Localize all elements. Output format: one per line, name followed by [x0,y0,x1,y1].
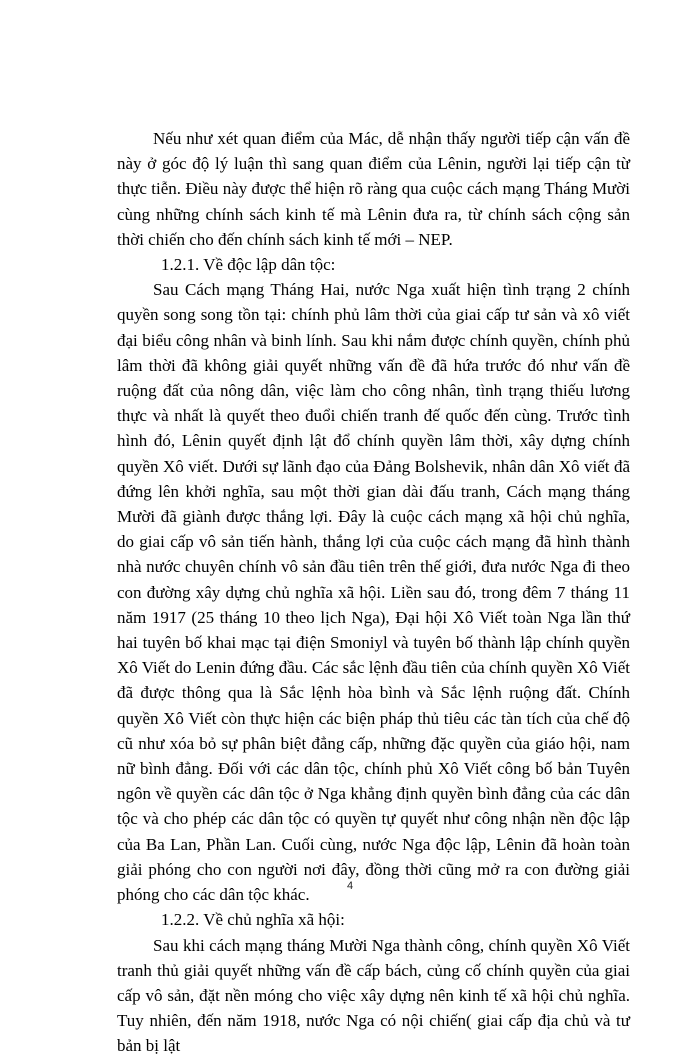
section-heading-independence: 1.2.1. Về độc lập dân tộc: [161,255,336,275]
document-body [117,126,630,1059]
socialism-paragraph: Sau khi cách mạng tháng Mười Nga thành công, chính quyền Xô Viết tranh thủ giải quyết những vấn đề cấp bách, củng cố chính quyền của giai cấp vô sản, đặt nền móng cho việc xây dựng nên kinh tế xã hội chủ nghĩa. Tuy nhiên, đến năm 1918, nước Nga có nội chiến( giai cấp địa chủ và tư bản bị lật [117,935,630,1056]
page-number: 4 [346,880,354,892]
section-heading-socialism: 1.2.2. Về chủ nghĩa xã hội: [161,910,345,930]
independence-paragraph: Sau Cách mạng Tháng Hai, nước Nga xuất hiện tình trạng 2 chính quyền song song tồn tại: chính phủ lâm thời của giai cấp tư sản và xô viết đại biểu công nhân và binh lính. Sau khi nắm được chính quyền, chính phủ lâm thời đã không giải quyết những vấn đề đã hứa trước đó như vấn đề ruộng đất của nông dân, việc làm cho công nhân, tình trạng thiếu lương thực và nhất là quyết theo đuổi chiến tranh đế quốc đến cùng. Trước tình hình đó, Lênin quyết định lật đổ chính quyền lâm thời, xây dựng chính quyền Xô viết. Dưới sự lãnh đạo của Đảng Bolshevik, nhân dân Xô viết đã đứng lên khởi nghĩa, sau một thời gian dài đấu tranh, Cách mạng tháng Mười đã giành được thắng lợi. Đây là cuộc cách mạng xã hội chủ nghĩa, do giai cấp vô sản tiến hành, thắng lợi của cuộc cách mạng đã hình thành nhà nước chuyên chính vô sản đầu tiên trên thế giới, đưa nước Nga đi theo con đường xây dựng chủ nghĩa xã hội. Liền sau đó, trong đêm 7 tháng 11 năm 1917 (25 tháng 10 theo lịch Nga), Đại hội Xô Viết toàn Nga lần thứ hai tuyên bố khai mạc tại điện Smoniyl và tuyên bố thành lập chính quyền Xô Viết do Lenin đứng đầu. Các sắc lệnh đầu tiên của chính quyền Xô Viết đã được thông qua là Sắc lệnh hòa bình và Sắc lệnh ruộng đất. Chính quyền Xô Viết còn thực hiện các biện pháp thủ tiêu các tàn tích của chế độ cũ như xóa bỏ sự phân biệt đẳng cấp, những đặc quyền của giáo hội, nam nữ bình đẳng. Đối với các dân tộc, chính phủ Xô Viết công bố bản Tuyên ngôn về quyền các dân tộc ở Nga khẳng định quyền bình đẳng của các dân tộc và cho phép các dân tộc có quyền tự quyết như công nhận nền độc lập của Ba Lan, Phần Lan. Cuối cùng, nước Nga độc lập, Lênin đã hoàn toàn giải phóng cho con người nơi đây, đồng thời cũng mở ra con đường giải phóng cho các dân tộc khác. [117,280,630,905]
intro-paragraph: Nếu như xét quan điểm của Mác, dễ nhận thấy người tiếp cận vấn đề này ở góc độ lý luận thì sang quan điểm của Lênin, người lại tiếp cận từ thực tiễn. Điều này được thể hiện rõ ràng qua cuộc cách mạng Tháng Mười cùng những chính sách kinh tế mà Lênin đưa ra, từ chính sách cộng sản thời chiến cho đến chính sách kinh tế mới – NEP. [117,129,630,249]
